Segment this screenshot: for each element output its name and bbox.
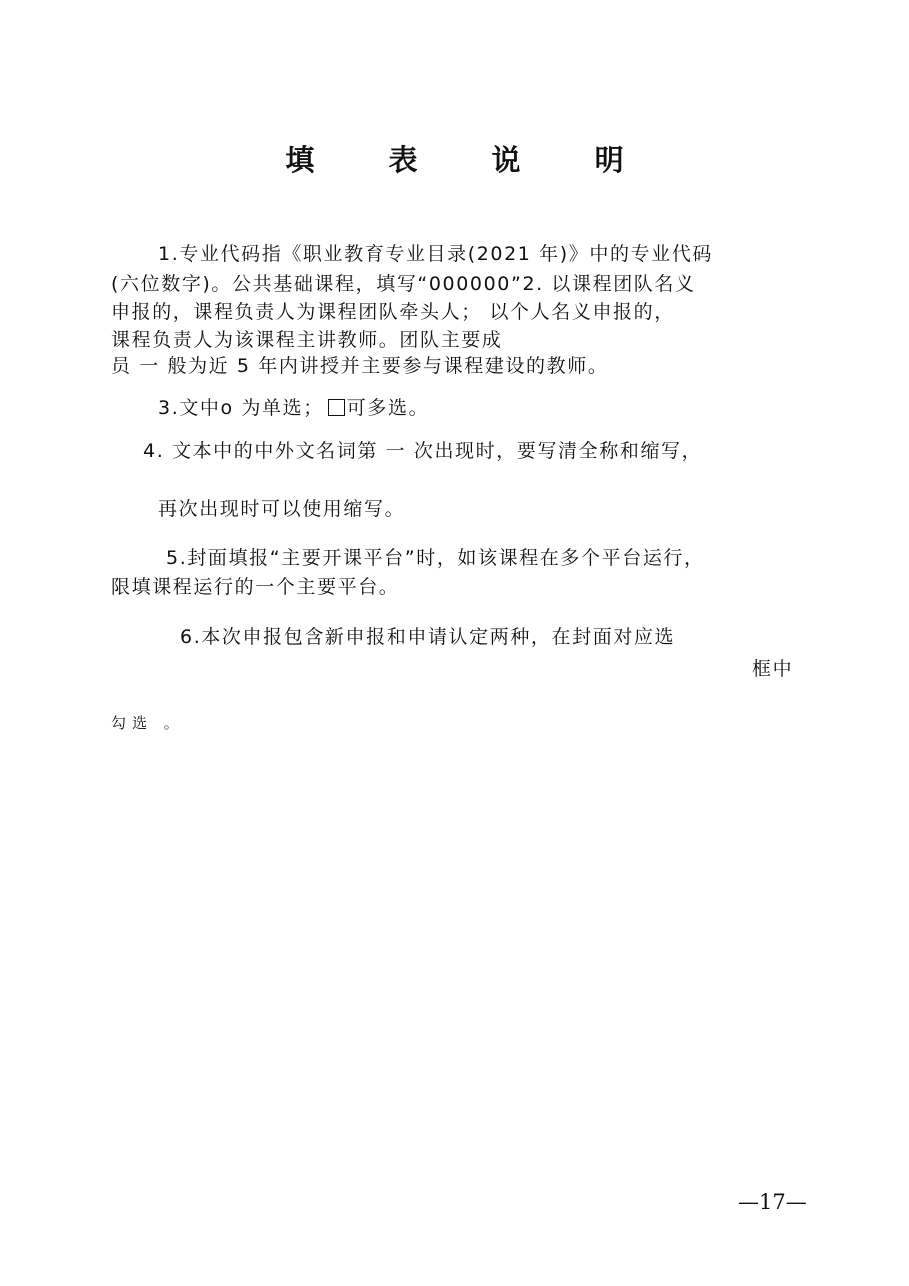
- item5-line2: 限填课程运行的一个主要平台。: [111, 576, 400, 598]
- page-number: —17—: [738, 1190, 807, 1214]
- item3-line: [158, 395, 429, 421]
- item6-line3: 勾选 。: [111, 714, 185, 732]
- item4-line2: 再次出现时可以使用缩写。: [158, 498, 406, 520]
- item1-line1: 1.专业代码指《职业教育专业目录(2021 年)》中的专业代码: [158, 243, 713, 265]
- page-title: 填 表 说 明: [285, 143, 656, 177]
- item6-line1: 6.本次申报包含新申报和申请认定两种，在封面对应选: [180, 626, 676, 648]
- item6-line2: 框中: [752, 658, 794, 680]
- item3-single-choice-text: 3.文中o 为单选；: [158, 397, 324, 419]
- item4-line1: 4. 文本中的中外文名词第 一 次出现时，要写清全称和缩写，: [143, 440, 703, 462]
- item1-line4: 课程负责人为该课程主讲教师。团队主要成: [111, 329, 503, 351]
- checkbox-icon: [328, 399, 345, 416]
- item3-multi-choice-text: 可多选。: [346, 397, 430, 419]
- item1-line5: 员 一 般为近 5 年内讲授并主要参与课程建设的教师。: [111, 355, 609, 377]
- item1-line2: (六位数字)。公共基础课程，填写“000000”2. 以课程团队名义: [111, 273, 696, 295]
- item5-line1: 5.封面填报“主要开课平台”时，如该课程在多个平台运行，: [166, 547, 705, 569]
- item1-line3: 申报的，课程负责人为课程团队牵头人； 以个人名义申报的，: [111, 301, 675, 323]
